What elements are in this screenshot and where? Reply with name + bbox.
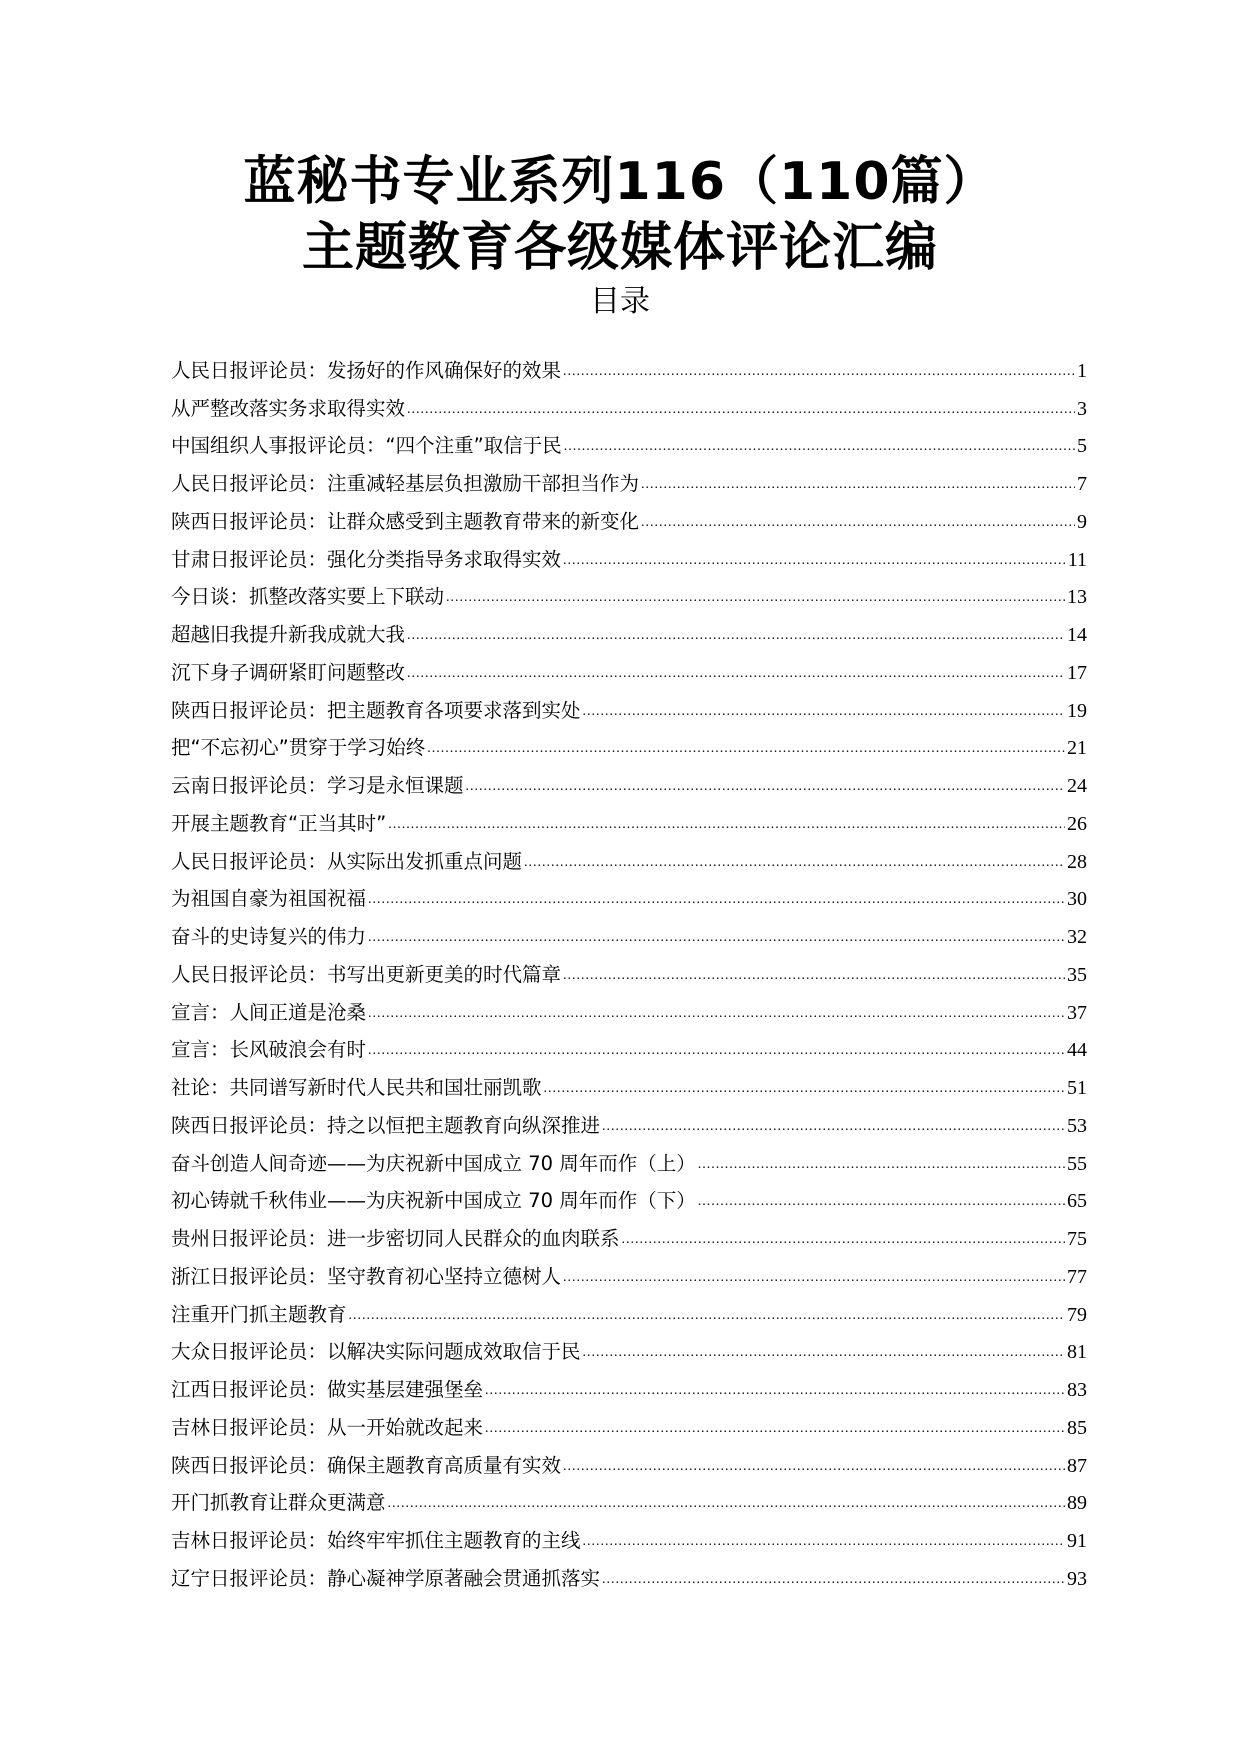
toc-entry-page-number: 26: [1067, 812, 1087, 835]
toc-entry-title: 人民日报评论员：发扬好的作风确保好的效果: [171, 358, 562, 382]
toc-entry[interactable]: [171, 1440, 1087, 1478]
toc-entry[interactable]: [171, 496, 1087, 534]
toc-entry-title: 大众日报评论员：以解决实际问题成效取信于民: [171, 1340, 581, 1364]
toc-entry-page-number: 81: [1067, 1341, 1087, 1364]
toc-dot-leader: [524, 853, 1065, 873]
toc-entry[interactable]: [171, 723, 1087, 761]
document-subtitle: 主题教育各级媒体评论汇编: [301, 218, 938, 278]
toc-dot-leader: [583, 1532, 1065, 1552]
toc-dot-leader: [485, 1419, 1065, 1439]
toc-entry-title: 陕西日报评论员：让群众感受到主题教育带来的新变化: [171, 509, 640, 533]
toc-entry-page-number: 83: [1067, 1379, 1087, 1401]
toc-entry-page-number: 19: [1067, 699, 1087, 722]
toc-dot-leader: [349, 1306, 1065, 1326]
toc-dot-leader: [407, 400, 1075, 420]
toc-entry-page-number: 93: [1067, 1567, 1087, 1590]
toc-entry-title: 宣言：长风破浪会有时: [171, 1038, 367, 1062]
toc-entry-page-number: 91: [1067, 1530, 1087, 1552]
toc-entry-page-number: 77: [1067, 1265, 1087, 1288]
toc-entry-title: 沉下身子调研紧盯问题整改: [171, 660, 406, 684]
toc-dot-leader: [563, 551, 1066, 571]
toc-dot-leader: [407, 626, 1065, 646]
toc-entry-title: 人民日报评论员：书写出更新更美的时代篇章: [171, 962, 562, 986]
toc-entry[interactable]: [171, 1025, 1087, 1063]
toc-dot-leader: [466, 777, 1065, 797]
toc-dot-leader: [583, 702, 1065, 722]
toc-dot-leader: [698, 1155, 1065, 1175]
toc-dot-leader: [602, 1117, 1065, 1137]
toc-entry-page-number: 30: [1067, 888, 1087, 911]
toc-dot-leader: [564, 437, 1075, 457]
toc-dot-leader: [563, 362, 1075, 382]
toc-entry[interactable]: [171, 836, 1087, 874]
toc-dot-leader: [427, 739, 1065, 759]
toc-entry-title: 人民日报评论员：注重减轻基层负担激励干部担当作为: [171, 472, 640, 495]
toc-entry-title: 陕西日报评论员：确保主题教育高质量有实效: [171, 1453, 562, 1477]
toc-dot-leader: [563, 1268, 1065, 1288]
toc-entry-title: 注重开门抓主题教育: [171, 1302, 347, 1326]
toc-entry-page-number: 53: [1067, 1114, 1087, 1137]
toc-entry-page-number: 21: [1067, 737, 1087, 760]
toc-dot-leader: [407, 664, 1065, 684]
toc-entry[interactable]: [171, 1289, 1087, 1327]
toc-entry-title: 贵州日报评论员：进一步密切同人民群众的血肉联系: [171, 1227, 620, 1250]
toc-entry-title: 奋斗创造人间奇迹——为庆祝新中国成立 70 周年而作（上）: [171, 1151, 696, 1175]
toc-dot-leader: [368, 890, 1065, 910]
toc-entry-page-number: 44: [1067, 1039, 1087, 1062]
toc-entry-title: 奋斗的史诗复兴的伟力: [171, 925, 367, 948]
toc-entry-title: 社论：共同谱写新时代人民共和国壮丽凯歌: [171, 1076, 542, 1099]
toc-entry-page-number: 13: [1067, 586, 1087, 609]
toc-entry-page-number: 65: [1067, 1190, 1087, 1213]
toc-entry-title: 初心铸就千秋伟业——为庆祝新中国成立 70 周年而作（下）: [171, 1189, 696, 1213]
toc-entry[interactable]: [171, 1553, 1087, 1591]
toc-dot-leader: [563, 1457, 1065, 1477]
toc-entry[interactable]: [171, 647, 1087, 685]
toc-entry-title: 为祖国自豪为祖国祝福: [171, 887, 367, 911]
toc-entry[interactable]: [171, 609, 1087, 647]
toc-entry-title: 人民日报评论员：从实际出发抓重点问题: [171, 849, 523, 873]
toc-entry-page-number: 87: [1067, 1454, 1087, 1477]
toc-entry[interactable]: [171, 1364, 1087, 1402]
toc-dot-leader: [544, 1079, 1065, 1099]
toc-entry-title: 辽宁日报评论员：静心凝神学原著融会贯通抓落实: [171, 1566, 601, 1590]
toc-entry-title: 今日谈：抓整改落实要上下联动: [171, 585, 445, 609]
toc-entry[interactable]: [171, 685, 1087, 723]
toc-entry[interactable]: [171, 421, 1087, 459]
toc-dot-leader: [388, 815, 1065, 835]
toc-entry-title: 开门抓教育让群众更满意: [171, 1491, 386, 1515]
toc-entry-title: 宣言：人间正道是沧桑: [171, 1000, 367, 1024]
toc-entry[interactable]: [171, 534, 1087, 572]
toc-entry[interactable]: [171, 458, 1087, 496]
toc-dot-leader: [641, 513, 1075, 533]
toc-entry-page-number: 7: [1077, 473, 1087, 495]
toc-entry-title: 陕西日报评论员：把主题教育各项要求落到实处: [171, 698, 581, 722]
toc-entry-page-number: 24: [1067, 775, 1087, 797]
toc-dot-leader: [622, 1230, 1065, 1250]
toc-dot-leader: [368, 928, 1065, 948]
toc-entry[interactable]: [171, 949, 1087, 987]
toc-entry[interactable]: [171, 383, 1087, 421]
toc-entry-page-number: 89: [1067, 1492, 1087, 1515]
toc-entry-page-number: 9: [1077, 510, 1087, 533]
toc-entry-page-number: 32: [1067, 926, 1087, 948]
toc-entry-page-number: 75: [1067, 1228, 1087, 1250]
toc-dot-leader: [641, 475, 1075, 495]
toc-dot-leader: [368, 1041, 1065, 1061]
toc-entry-page-number: 14: [1067, 624, 1087, 646]
toc-entry-title: 江西日报评论员：做实基层建强堡垒: [171, 1378, 484, 1401]
toc-entry-page-number: 5: [1077, 435, 1087, 458]
toc-entry-title: 开展主题教育“正当其时”: [171, 811, 387, 835]
toc-entry[interactable]: [171, 1402, 1087, 1440]
toc-entry[interactable]: [171, 1176, 1087, 1214]
toc-dot-leader: [446, 588, 1065, 608]
toc-entry-page-number: 1: [1077, 359, 1087, 382]
toc-entry-title: 中国组织人事报评论员：“四个注重”取信于民: [171, 434, 562, 458]
toc-entry-page-number: 11: [1067, 548, 1087, 571]
toc-entry[interactable]: [171, 911, 1087, 949]
toc-entry-page-number: 55: [1067, 1152, 1087, 1175]
toc-entry-page-number: 51: [1067, 1077, 1087, 1099]
toc-entry[interactable]: [171, 1478, 1087, 1516]
toc-entry-title: 吉林日报评论员：从一开始就改起来: [171, 1415, 484, 1439]
toc-dot-leader: [563, 966, 1065, 986]
toc-entry-page-number: 28: [1067, 850, 1087, 873]
toc-entry-title: 甘肃日报评论员：强化分类指导务求取得实效: [171, 547, 562, 571]
toc-entry[interactable]: [171, 345, 1087, 383]
toc-dot-leader: [698, 1192, 1065, 1212]
toc-entry[interactable]: [171, 1062, 1087, 1100]
toc-entry[interactable]: [171, 1251, 1087, 1289]
document-title: 蓝秘书专业系列116（110篇）: [243, 152, 997, 212]
toc-dot-leader: [583, 1343, 1065, 1363]
toc-entry[interactable]: [171, 572, 1087, 610]
toc-heading: 目录: [590, 284, 650, 319]
toc-entry-title: 超越旧我提升新我成就大我: [171, 623, 406, 646]
toc-entry[interactable]: [171, 760, 1087, 798]
toc-entry-title: 云南日报评论员：学习是永恒课题: [171, 774, 464, 797]
toc-entry[interactable]: [171, 874, 1087, 912]
toc-dot-leader: [368, 1004, 1065, 1024]
toc-entry-page-number: 35: [1067, 963, 1087, 986]
toc-entry-page-number: 3: [1077, 397, 1087, 420]
toc-entry-title: 把“不忘初心”贯穿于学习始终: [171, 736, 426, 760]
toc-entry-title: 陕西日报评论员：持之以恒把主题教育向纵深推进: [171, 1113, 601, 1137]
toc-entry[interactable]: [171, 1138, 1087, 1176]
toc-entry-page-number: 37: [1067, 1001, 1087, 1024]
toc-entry[interactable]: [171, 798, 1087, 836]
table-of-contents: [171, 345, 1087, 1591]
toc-entry-page-number: 85: [1067, 1416, 1087, 1439]
toc-entry-page-number: 17: [1067, 661, 1087, 684]
toc-entry[interactable]: [171, 1213, 1087, 1251]
toc-entry-title: 从严整改落实务求取得实效: [171, 396, 406, 420]
toc-entry-title: 浙江日报评论员：坚守教育初心坚持立德树人: [171, 1264, 562, 1288]
toc-entry[interactable]: [171, 1327, 1087, 1365]
toc-entry[interactable]: [171, 1515, 1087, 1553]
toc-dot-leader: [388, 1494, 1065, 1514]
toc-dot-leader: [485, 1381, 1065, 1401]
toc-entry[interactable]: [171, 987, 1087, 1025]
toc-entry-page-number: 79: [1067, 1303, 1087, 1326]
toc-entry[interactable]: [171, 1100, 1087, 1138]
toc-entry-title: 吉林日报评论员：始终牢牢抓住主题教育的主线: [171, 1529, 581, 1552]
toc-dot-leader: [602, 1570, 1065, 1590]
